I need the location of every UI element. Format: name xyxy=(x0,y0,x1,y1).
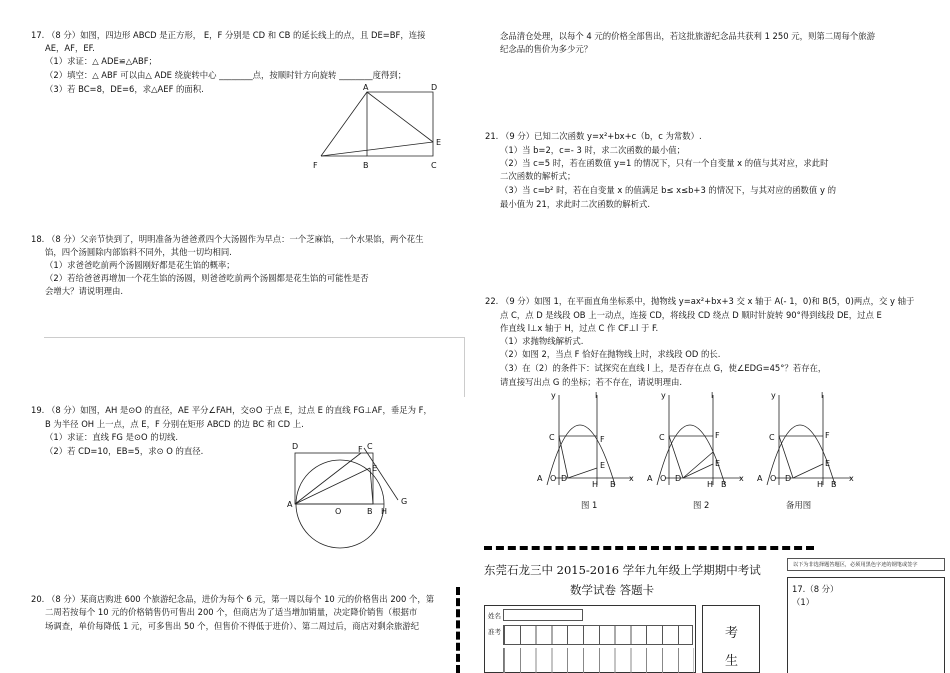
q22-f3-f: F xyxy=(825,431,830,440)
name-label: 姓名 xyxy=(488,612,501,620)
q20-cont-line-1: 念品清仓处理，以每个 4 元的价格全部售出，若这批旅游纪念品共获利 1 250 元，则第二周每个旅游 xyxy=(500,31,875,41)
q22-f2-d: D xyxy=(675,474,682,483)
q22-f1-d: D xyxy=(561,474,568,483)
q19-line-4: （2）若 CD=10，EB=5，求⊙ O 的直径. xyxy=(45,446,204,456)
q19-line-1: 19. （8 分）如图，AH 是⊙O 的直径，AE 平分∠FAH，交⊙O 于点 E，过点 E 的直线 FG⊥AF，垂足为 F， xyxy=(31,405,432,415)
q22-f3-h: H xyxy=(817,480,824,489)
q22-f2-e: E xyxy=(715,459,721,468)
q17-label-c: C xyxy=(431,161,437,170)
q22-f2-y: y xyxy=(661,391,666,400)
answer-sheet-subtitle: 数学试卷 答题卡 xyxy=(570,583,655,597)
q22-line-5: （2）如图 2，当点 F 恰好在抛物线上时，求线段 OD 的长. xyxy=(500,349,721,359)
q22-f3-b: B xyxy=(831,480,837,489)
q18-line-4: （2）若给爸爸再增加一个花生馅的汤圆，则爸爸吃前两个汤圆都是花生馅的可能性是否 xyxy=(45,273,369,283)
separator-line xyxy=(44,337,464,338)
q22-f1-a: A xyxy=(537,474,543,483)
exam-id-grid-lower xyxy=(503,648,694,673)
q22-f1-l: l xyxy=(595,391,598,400)
q19-figure xyxy=(285,438,420,558)
q22-f1-e: E xyxy=(600,461,606,470)
q17-label-d: D xyxy=(431,83,438,92)
q22-line-6: （3）在（2）的条件下：试探究在直线 l 上，是否存在点 G，使∠EDG=45°？若存在， xyxy=(500,363,827,373)
answer-q17-label: 17.（8 分） xyxy=(792,584,839,594)
q17-line-3: （1）求证：△ ADE≌△ABF； xyxy=(45,56,157,66)
answer-sheet-title: 东莞石龙三中 2015-2016 学年九年级上学期期中考试 xyxy=(484,563,761,577)
q21-line-4: 二次函数的解析式； xyxy=(500,171,576,181)
q22-line-2: 点 C，点 D 是线段 OB 上一动点，连接 CD，将线段 CD 绕点 D 顺时针旋转 90°得到线段 DE，过点 E xyxy=(500,310,882,320)
q19-label-a: A xyxy=(287,500,293,509)
hint-text: 以下为非选择题答题区，必须用黑色字迹的钢笔或签字 xyxy=(793,562,918,568)
q22-f1-c: C xyxy=(549,433,555,442)
q17-line-4: （2）填空：△ ABF 可以由△ ADE 绕旋转中心 ________点，按顺时针方向旋转 ________度得到； xyxy=(45,70,407,80)
q19-label-c: C xyxy=(367,442,373,451)
q22-f3-l: l xyxy=(821,391,824,400)
q22-f2-x: x xyxy=(739,474,744,483)
q22-f3-c: C xyxy=(769,433,775,442)
q22-line-4: （1）求抛物线解析式. xyxy=(500,336,584,346)
q19-label-o: O xyxy=(335,507,342,516)
q18-line-1: 18. （8 分）父亲节快到了，明明准备为爸爸煮四个大汤圆作为早点：一个芝麻馅，一个水果馅，两个花生 xyxy=(31,234,424,244)
q19-label-d: D xyxy=(292,442,299,451)
q22-caption-2: 图 2 xyxy=(693,500,710,510)
q19-line-2: B 为半径 OH 上一点，点 E，F 分别在矩形 ABCD 的边 BC 和 CD 上. xyxy=(45,419,304,429)
q22-f3-x: x xyxy=(849,474,854,483)
q22-f3-y: y xyxy=(771,391,776,400)
q22-line-7: 请直接写出点 G 的坐标；若不存在，请说明理由. xyxy=(500,377,682,387)
q18-line-2: 馅，四个汤圆除内部馅料不同外，其他一切均相同. xyxy=(45,247,232,257)
q22-line-3: 作直线 l⊥x 轴于 H，过点 C 作 CF⊥l 于 F. xyxy=(500,323,659,333)
q22-caption-1: 图 1 xyxy=(581,500,598,510)
q21-line-2: （1）当 b=2，c=- 3 时，求二次函数的最小值； xyxy=(500,145,685,155)
q17-figure xyxy=(305,82,465,182)
q19-label-f: F xyxy=(358,445,363,454)
kao-char: 考 xyxy=(725,626,739,641)
q19-label-b: B xyxy=(367,507,373,516)
q17-line-1: 17. （8 分）如图，四边形 ABCD 是正方形， E，F 分别是 CD 和 CB 的延长线上的点，且 DE=BF，连接 xyxy=(31,30,426,40)
q21-line-6: 最小值为 21，求此时二次函数的解析式. xyxy=(500,199,650,209)
q17-label-e: E xyxy=(436,138,442,147)
sheng-char: 生 xyxy=(725,654,739,669)
q22-f1-f: F xyxy=(600,435,605,444)
q18-line-3: （1）求爸爸吃前两个汤圆刚好都是花生馅的概率； xyxy=(45,260,235,270)
q22-figure-3 xyxy=(757,390,862,490)
q22-f2-a: A xyxy=(647,474,653,483)
q20-line-2: 二周若按每个 10 元的价格销售仍可售出 200 个，但商店为了适当增加销量，决定降价销售（根据市 xyxy=(45,607,418,617)
q22-f2-o: O xyxy=(660,474,667,483)
q21-line-1: 21. （9 分）已知二次函数 y=x²+bx+c（b，c 为常数）. xyxy=(485,131,702,141)
answer-sheet-dashed-vertical xyxy=(456,587,460,673)
q19-label-g: G xyxy=(401,497,408,506)
q21-line-5: （3）当 c=b² 时，若在自变量 x 的值满足 b≤ x≤b+3 的情况下，与其对应的函数值 y 的 xyxy=(500,185,836,195)
exam-id-label: 准考 xyxy=(488,628,501,636)
q17-label-a: A xyxy=(363,83,369,92)
q22-f3-a: A xyxy=(757,474,763,483)
q17-label-f: F xyxy=(313,161,318,170)
exam-id-grid[interactable] xyxy=(503,625,693,645)
answer-q17-sub: （1） xyxy=(792,597,815,607)
q22-f1-o: O xyxy=(550,474,557,483)
q20-line-3: 场调查，单价每降低 1 元，可多售出 50 个，但售价不得低于进价）、第二周过后，商店对剩余旅游纪 xyxy=(45,621,420,631)
q22-f2-f: F xyxy=(715,431,720,440)
q22-f3-e: E xyxy=(825,459,831,468)
q17-label-b: B xyxy=(363,161,369,170)
q22-f2-c: C xyxy=(659,433,665,442)
q22-f3-o: O xyxy=(770,474,777,483)
q19-label-h: H xyxy=(381,507,388,516)
q22-f1-y: y xyxy=(551,391,556,400)
q22-f2-l: l xyxy=(711,391,714,400)
q17-line-2: AE，AF，EF. xyxy=(45,43,95,53)
q22-f1-h: H xyxy=(592,480,599,489)
q22-figure-2 xyxy=(647,390,752,490)
q22-f1-b: B xyxy=(610,480,616,489)
q22-caption-3: 备用图 xyxy=(786,500,812,510)
q20-cont-line-2: 纪念品的售价为多少元？ xyxy=(500,44,593,54)
q19-label-e: E xyxy=(372,464,378,473)
q22-figure-1 xyxy=(537,390,642,490)
q21-line-3: （2）当 c=5 时，若在函数值 y=1 的情况下，只有一个自变量 x 的值与其对应，求此时 xyxy=(500,158,829,168)
name-field[interactable] xyxy=(503,609,583,621)
q22-f2-h: H xyxy=(707,480,714,489)
q22-line-1: 22. （9 分）如图 1，在平面直角坐标系中，抛物线 y=ax²+bx+3 交 x 轴于 A(- 1，0)和 B(5，0)两点，交 y 轴于 xyxy=(485,296,915,306)
q22-f1-x: x xyxy=(629,474,634,483)
answer-sheet-dashed-border xyxy=(484,546,814,550)
separator-right xyxy=(464,337,465,397)
q17-line-5: （3）若 BC=8，DE=6，求△AEF 的面积. xyxy=(45,84,204,94)
q19-line-3: （1）求证：直线 FG 是⊙O 的切线. xyxy=(45,432,179,442)
q22-f3-d: D xyxy=(785,474,792,483)
q18-line-5: 会增大？请说明理由. xyxy=(45,286,124,296)
q20-line-1: 20. （8 分）某商店购进 600 个旅游纪念品，进价为每个 6 元，第一周以每个 10 元的价格售出 200 个，第 xyxy=(31,594,435,604)
q22-f2-b: B xyxy=(721,480,727,489)
